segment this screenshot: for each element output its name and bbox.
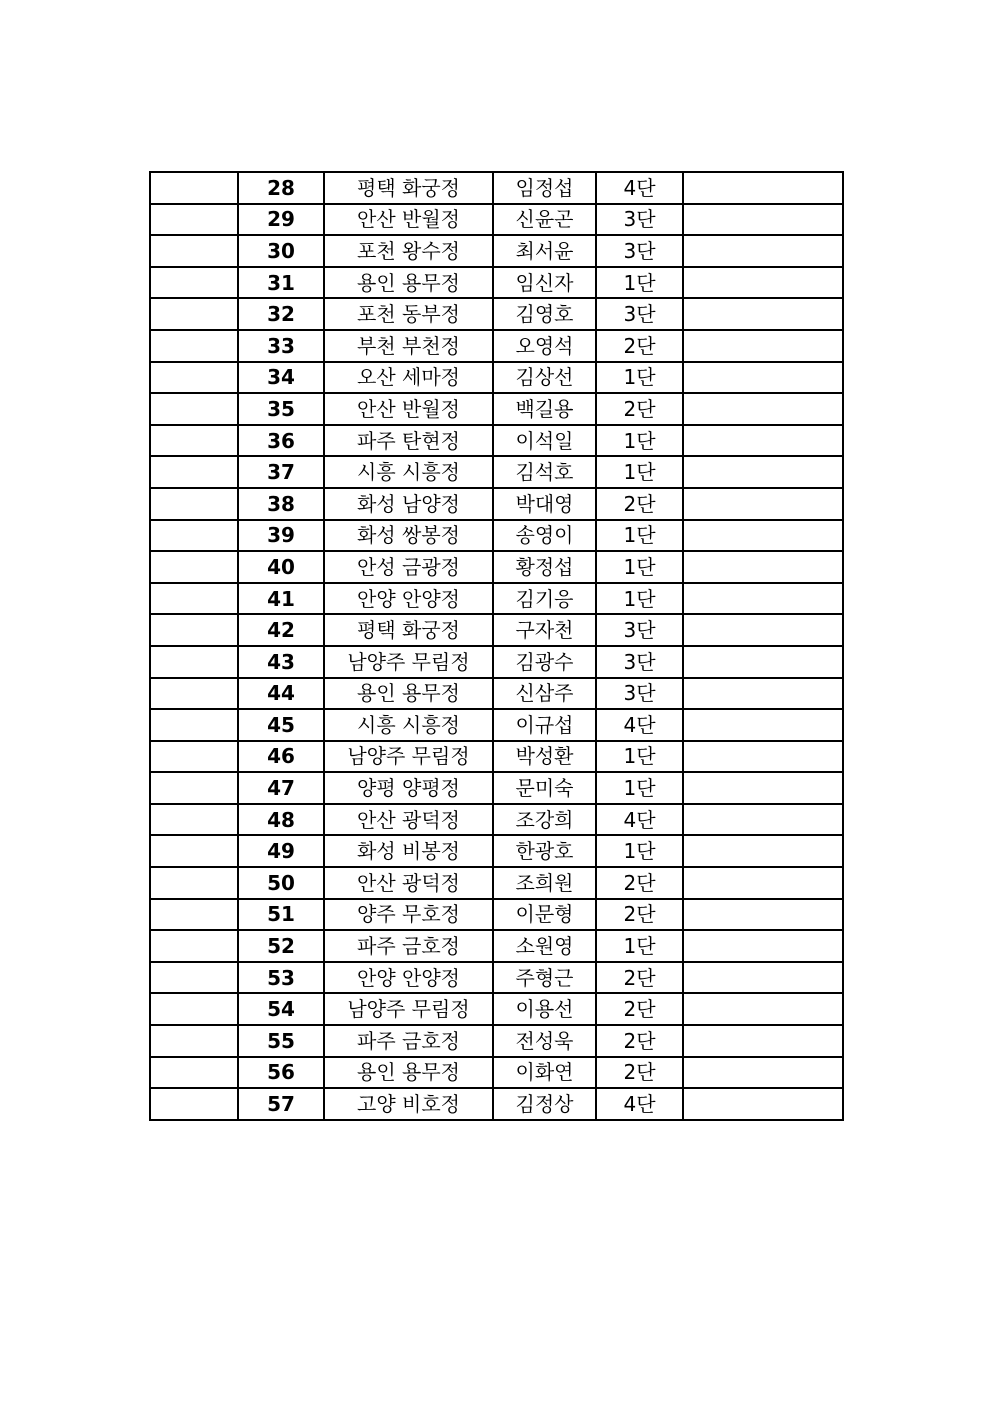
club-cell: 파주 금호정 (324, 1025, 493, 1057)
club-cell: 포천 동부정 (324, 298, 493, 330)
row-number-cell: 46 (238, 741, 324, 773)
name-cell: 백길용 (493, 393, 596, 425)
name-cell: 오영석 (493, 330, 596, 362)
note-cell (683, 362, 843, 394)
name-cell: 구자천 (493, 614, 596, 646)
club-cell: 안양 안양정 (324, 583, 493, 615)
note-cell (683, 393, 843, 425)
table-row (150, 899, 843, 931)
table-row (150, 962, 843, 994)
table-row (150, 330, 843, 362)
note-cell (683, 520, 843, 552)
club-cell: 화성 비봉정 (324, 835, 493, 867)
name-cell: 전성욱 (493, 1025, 596, 1057)
row-number-cell: 40 (238, 551, 324, 583)
row-number-cell: 32 (238, 298, 324, 330)
name-cell: 이용선 (493, 993, 596, 1025)
table-row (150, 1057, 843, 1089)
note-cell (683, 488, 843, 520)
blank-cell (150, 393, 238, 425)
name-cell: 김광수 (493, 646, 596, 678)
table-row (150, 235, 843, 267)
rank-cell: 2단 (596, 899, 683, 931)
club-cell: 안산 광덕정 (324, 804, 493, 836)
row-number-cell: 41 (238, 583, 324, 615)
rank-cell: 3단 (596, 298, 683, 330)
blank-cell (150, 835, 238, 867)
table-row (150, 993, 843, 1025)
blank-cell (150, 204, 238, 236)
blank-cell (150, 425, 238, 457)
blank-cell (150, 172, 238, 204)
row-number-cell: 53 (238, 962, 324, 994)
blank-cell (150, 298, 238, 330)
blank-cell (150, 772, 238, 804)
table-row (150, 835, 843, 867)
row-number-cell: 35 (238, 393, 324, 425)
note-cell (683, 1088, 843, 1120)
name-cell: 임정섭 (493, 172, 596, 204)
rank-cell: 4단 (596, 1088, 683, 1120)
name-cell: 박대영 (493, 488, 596, 520)
note-cell (683, 646, 843, 678)
table-row (150, 678, 843, 710)
blank-cell (150, 1088, 238, 1120)
name-cell: 신윤곤 (493, 204, 596, 236)
table-row (150, 583, 843, 615)
row-number-cell: 38 (238, 488, 324, 520)
blank-cell (150, 962, 238, 994)
name-cell: 신삼주 (493, 678, 596, 710)
note-cell (683, 172, 843, 204)
table-row (150, 204, 843, 236)
name-cell: 임신자 (493, 267, 596, 299)
note-cell (683, 678, 843, 710)
club-cell: 화성 쌍봉정 (324, 520, 493, 552)
rank-cell: 3단 (596, 646, 683, 678)
club-cell: 포천 왕수정 (324, 235, 493, 267)
name-cell: 한광호 (493, 835, 596, 867)
rank-cell: 1단 (596, 520, 683, 552)
name-cell: 이화연 (493, 1057, 596, 1089)
table-row (150, 867, 843, 899)
note-cell (683, 930, 843, 962)
club-cell: 평택 화궁정 (324, 172, 493, 204)
table-row (150, 425, 843, 457)
row-number-cell: 56 (238, 1057, 324, 1089)
rank-cell: 2단 (596, 962, 683, 994)
note-cell (683, 804, 843, 836)
blank-cell (150, 520, 238, 552)
rank-cell: 4단 (596, 804, 683, 836)
rank-cell: 2단 (596, 393, 683, 425)
club-cell: 남양주 무림정 (324, 993, 493, 1025)
row-number-cell: 57 (238, 1088, 324, 1120)
club-cell: 부천 부천정 (324, 330, 493, 362)
blank-cell (150, 867, 238, 899)
name-cell: 이문형 (493, 899, 596, 931)
rank-cell: 2단 (596, 993, 683, 1025)
blank-cell (150, 709, 238, 741)
club-cell: 용인 용무정 (324, 1057, 493, 1089)
row-number-cell: 39 (238, 520, 324, 552)
rank-cell: 1단 (596, 583, 683, 615)
name-cell: 이규섭 (493, 709, 596, 741)
row-number-cell: 49 (238, 835, 324, 867)
rank-cell: 4단 (596, 172, 683, 204)
rank-cell: 1단 (596, 456, 683, 488)
name-cell: 주형근 (493, 962, 596, 994)
blank-cell (150, 646, 238, 678)
rank-cell: 3단 (596, 204, 683, 236)
club-cell: 오산 세마정 (324, 362, 493, 394)
blank-cell (150, 235, 238, 267)
name-cell: 소원영 (493, 930, 596, 962)
note-cell (683, 298, 843, 330)
blank-cell (150, 456, 238, 488)
note-cell (683, 614, 843, 646)
club-cell: 안산 광덕정 (324, 867, 493, 899)
row-number-cell: 29 (238, 204, 324, 236)
name-cell: 김상선 (493, 362, 596, 394)
blank-cell (150, 930, 238, 962)
club-cell: 안산 반월정 (324, 204, 493, 236)
blank-cell (150, 1025, 238, 1057)
note-cell (683, 1057, 843, 1089)
blank-cell (150, 551, 238, 583)
rank-cell: 3단 (596, 235, 683, 267)
table-row (150, 614, 843, 646)
rank-cell: 2단 (596, 488, 683, 520)
row-number-cell: 37 (238, 456, 324, 488)
row-number-cell: 48 (238, 804, 324, 836)
blank-cell (150, 1057, 238, 1089)
blank-cell (150, 330, 238, 362)
table-row (150, 267, 843, 299)
table-row (150, 393, 843, 425)
note-cell (683, 867, 843, 899)
name-cell: 문미숙 (493, 772, 596, 804)
row-number-cell: 30 (238, 235, 324, 267)
club-cell: 용인 용무정 (324, 678, 493, 710)
note-cell (683, 267, 843, 299)
club-cell: 파주 탄현정 (324, 425, 493, 457)
row-number-cell: 51 (238, 899, 324, 931)
note-cell (683, 835, 843, 867)
rank-cell: 2단 (596, 1025, 683, 1057)
rank-cell: 4단 (596, 709, 683, 741)
note-cell (683, 551, 843, 583)
row-number-cell: 55 (238, 1025, 324, 1057)
blank-cell (150, 804, 238, 836)
rank-cell: 1단 (596, 267, 683, 299)
club-cell: 평택 화궁정 (324, 614, 493, 646)
table-row (150, 298, 843, 330)
club-cell: 화성 남양정 (324, 488, 493, 520)
note-cell (683, 583, 843, 615)
rank-cell: 2단 (596, 330, 683, 362)
row-number-cell: 42 (238, 614, 324, 646)
blank-cell (150, 993, 238, 1025)
name-cell: 최서윤 (493, 235, 596, 267)
club-cell: 남양주 무림정 (324, 741, 493, 773)
blank-cell (150, 678, 238, 710)
rank-cell: 3단 (596, 678, 683, 710)
table-row (150, 362, 843, 394)
row-number-cell: 50 (238, 867, 324, 899)
club-cell: 용인 용무정 (324, 267, 493, 299)
rank-cell: 1단 (596, 772, 683, 804)
table-row (150, 488, 843, 520)
table-row (150, 456, 843, 488)
name-cell: 김석호 (493, 456, 596, 488)
table-row (150, 1025, 843, 1057)
roster-table (149, 171, 844, 1121)
note-cell (683, 235, 843, 267)
note-cell (683, 962, 843, 994)
rank-cell: 1단 (596, 741, 683, 773)
blank-cell (150, 899, 238, 931)
note-cell (683, 709, 843, 741)
roster-table-body (150, 172, 843, 1120)
table-row (150, 172, 843, 204)
rank-cell: 1단 (596, 425, 683, 457)
note-cell (683, 899, 843, 931)
name-cell: 이석일 (493, 425, 596, 457)
club-cell: 양주 무호정 (324, 899, 493, 931)
rank-cell: 1단 (596, 930, 683, 962)
row-number-cell: 36 (238, 425, 324, 457)
table-row (150, 709, 843, 741)
row-number-cell: 43 (238, 646, 324, 678)
blank-cell (150, 488, 238, 520)
note-cell (683, 1025, 843, 1057)
club-cell: 파주 금호정 (324, 930, 493, 962)
note-cell (683, 204, 843, 236)
row-number-cell: 31 (238, 267, 324, 299)
rank-cell: 2단 (596, 1057, 683, 1089)
club-cell: 고양 비호정 (324, 1088, 493, 1120)
rank-cell: 1단 (596, 362, 683, 394)
blank-cell (150, 741, 238, 773)
note-cell (683, 330, 843, 362)
row-number-cell: 33 (238, 330, 324, 362)
note-cell (683, 425, 843, 457)
club-cell: 안산 반월정 (324, 393, 493, 425)
table-row (150, 772, 843, 804)
blank-cell (150, 267, 238, 299)
name-cell: 조강희 (493, 804, 596, 836)
blank-cell (150, 614, 238, 646)
row-number-cell: 47 (238, 772, 324, 804)
club-cell: 시흥 시흥정 (324, 456, 493, 488)
name-cell: 김기응 (493, 583, 596, 615)
row-number-cell: 52 (238, 930, 324, 962)
table-row (150, 520, 843, 552)
name-cell: 박성환 (493, 741, 596, 773)
club-cell: 남양주 무림정 (324, 646, 493, 678)
club-cell: 안양 안양정 (324, 962, 493, 994)
row-number-cell: 54 (238, 993, 324, 1025)
club-cell: 시흥 시흥정 (324, 709, 493, 741)
club-cell: 안성 금광정 (324, 551, 493, 583)
note-cell (683, 772, 843, 804)
name-cell: 조희원 (493, 867, 596, 899)
rank-cell: 2단 (596, 867, 683, 899)
name-cell: 김영호 (493, 298, 596, 330)
row-number-cell: 44 (238, 678, 324, 710)
rank-cell: 3단 (596, 614, 683, 646)
row-number-cell: 34 (238, 362, 324, 394)
table-row (150, 1088, 843, 1120)
table-row (150, 804, 843, 836)
table-row (150, 646, 843, 678)
table-row (150, 551, 843, 583)
table-row (150, 741, 843, 773)
name-cell: 송영이 (493, 520, 596, 552)
blank-cell (150, 583, 238, 615)
rank-cell: 1단 (596, 835, 683, 867)
name-cell: 김정상 (493, 1088, 596, 1120)
note-cell (683, 993, 843, 1025)
note-cell (683, 456, 843, 488)
note-cell (683, 741, 843, 773)
row-number-cell: 28 (238, 172, 324, 204)
club-cell: 양평 양평정 (324, 772, 493, 804)
rank-cell: 1단 (596, 551, 683, 583)
table-row (150, 930, 843, 962)
blank-cell (150, 362, 238, 394)
name-cell: 황정섭 (493, 551, 596, 583)
row-number-cell: 45 (238, 709, 324, 741)
